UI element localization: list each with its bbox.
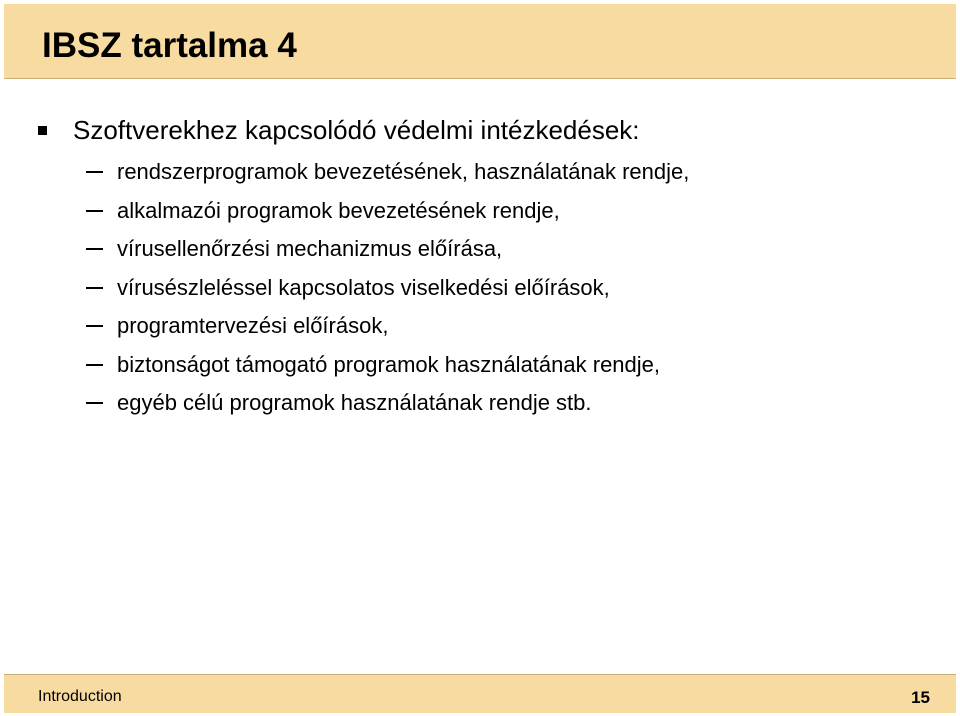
page-number: 15 bbox=[911, 688, 930, 707]
footer-bar bbox=[4, 674, 956, 713]
sub-bullet-item bbox=[86, 346, 689, 385]
dash-bullet-icon bbox=[86, 210, 103, 212]
sub-bullet-item bbox=[86, 307, 689, 346]
sub-bullet-item bbox=[86, 192, 689, 231]
dash-bullet-icon bbox=[86, 287, 103, 289]
sub-bullet-text: biztonságot támogató programok használatának rendje, bbox=[117, 351, 661, 377]
dash-bullet-icon bbox=[86, 402, 103, 404]
main-bullet bbox=[38, 113, 640, 147]
dash-bullet-icon bbox=[86, 248, 103, 250]
sub-bullet-item bbox=[86, 384, 689, 423]
sub-bullet-text: alkalmazói programok bevezetésének rendje, bbox=[117, 197, 560, 223]
footer-label: Introduction bbox=[38, 688, 122, 705]
sub-bullet-item bbox=[86, 230, 689, 269]
dash-bullet-icon bbox=[86, 325, 103, 327]
sub-bullet-text: egyéb célú programok használatának rendje stb. bbox=[117, 390, 592, 416]
sub-bullet-item bbox=[86, 153, 689, 192]
sub-bullet-list bbox=[86, 153, 689, 423]
sub-bullet-text: vírusellenőrzési mechanizmus előírása, bbox=[117, 236, 503, 262]
dash-bullet-icon bbox=[86, 364, 103, 366]
title-bar bbox=[4, 4, 956, 79]
main-bullet-text: Szoftverekhez kapcsolódó védelmi intézkedések: bbox=[73, 114, 640, 145]
sub-bullet-text: rendszerprogramok bevezetésének, használatának rendje, bbox=[117, 159, 690, 185]
slide-title: IBSZ tartalma 4 bbox=[42, 26, 297, 65]
dash-bullet-icon bbox=[86, 171, 103, 173]
sub-bullet-text: programtervezési előírások, bbox=[117, 313, 389, 339]
sub-bullet-text: vírusészleléssel kapcsolatos viselkedési előírások, bbox=[117, 274, 610, 300]
sub-bullet-item bbox=[86, 269, 689, 308]
square-bullet-icon bbox=[38, 126, 47, 135]
